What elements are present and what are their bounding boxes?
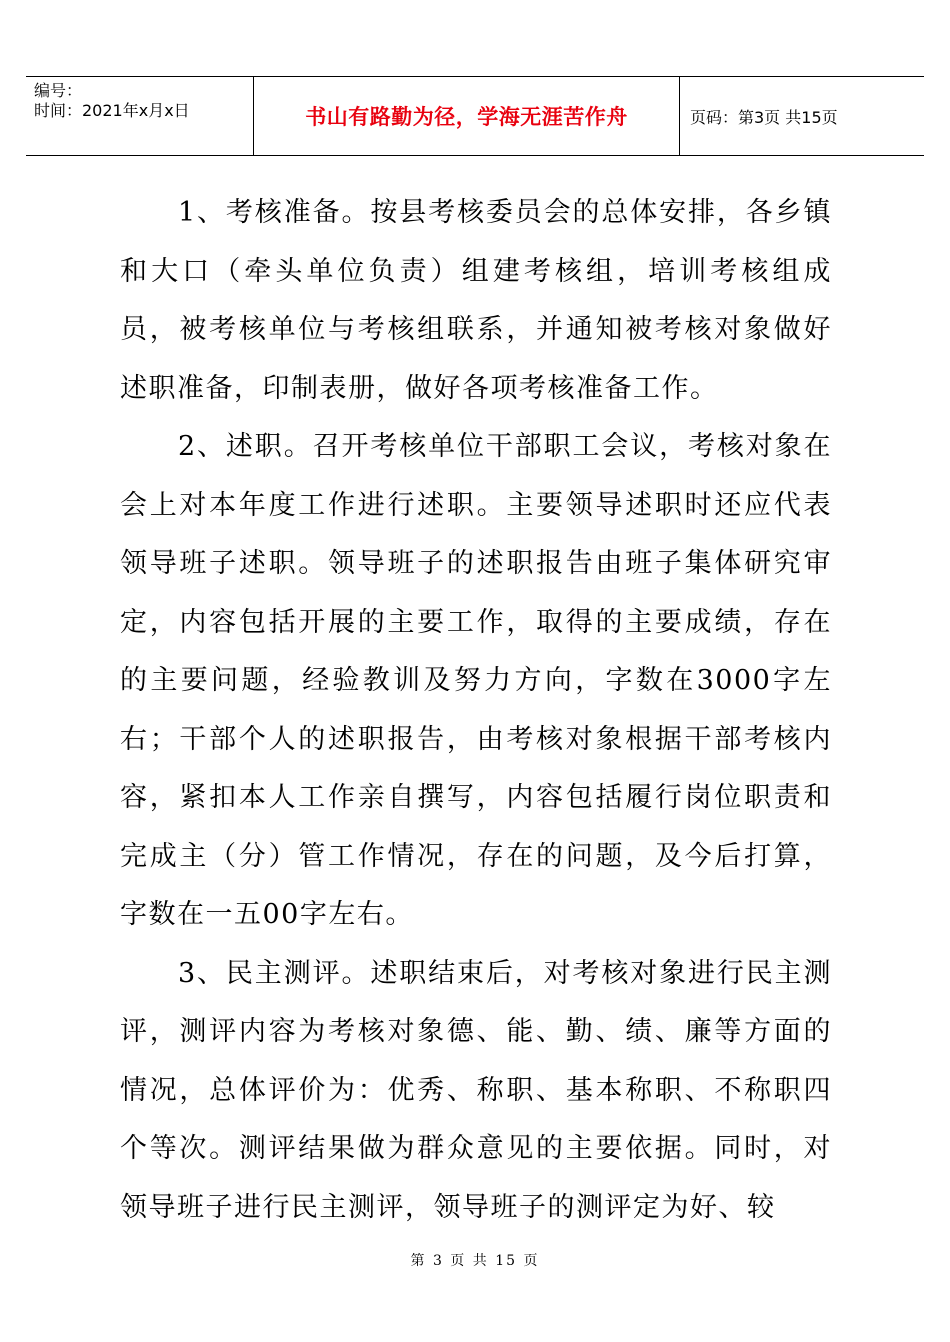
- paragraph-assessment-preparation: 1、考核准备。按县考核委员会的总体安排，各乡镇和大口（牵头单位负责）组建考核组，培训考核组成员，被考核单位与考核组联系，并通知被考核对象做好述职准备，印制表册，做好各项考核准备工作。: [120, 197, 832, 404]
- header-motto: 书山有路勤为径，学海无涯苦作舟: [254, 77, 680, 155]
- document-body: [120, 184, 832, 1237]
- page-footer: 第 3 页 共 15 页: [410, 1253, 540, 1269]
- header-page-number: 页码：第3页 共15页: [690, 107, 838, 127]
- paragraph-work-report: 2、述职。召开考核单位干部职工会议，考核对象在会上对本年度工作进行述职。主要领导述职时还应代表领导班子述职。领导班子的述职报告由班子集体研究审定，内容包括开展的主要工作，取得的主要成绩，存在的主要问题，经验教训及努力方向，字数在3000字左右；干部个人的述职报告，由考核对象根据干部考核内容，紧扣本人工作亲自撰写，内容包括履行岗位职责和完成主（分）管工作情况，存在的问题，及今后打算，字数在一五00字左右。: [120, 431, 832, 930]
- document-header: [26, 76, 924, 156]
- paragraph-democratic-evaluation: 3、民主测评。述职结束后，对考核对象进行民主测评，测评内容为考核对象德、能、勤、绩、廉等方面的情况，总体评价为：优秀、称职、基本称职、不称职四个等次。测评结果做为群众意见的主要依据。同时，对领导班子进行民主测评，领导班子的测评定为好、较: [120, 957, 832, 1223]
- document-time-label: 时间：2021年x月x日: [34, 101, 190, 120]
- document-number-label: 编号：: [34, 81, 83, 100]
- header-info-cell: [26, 77, 254, 155]
